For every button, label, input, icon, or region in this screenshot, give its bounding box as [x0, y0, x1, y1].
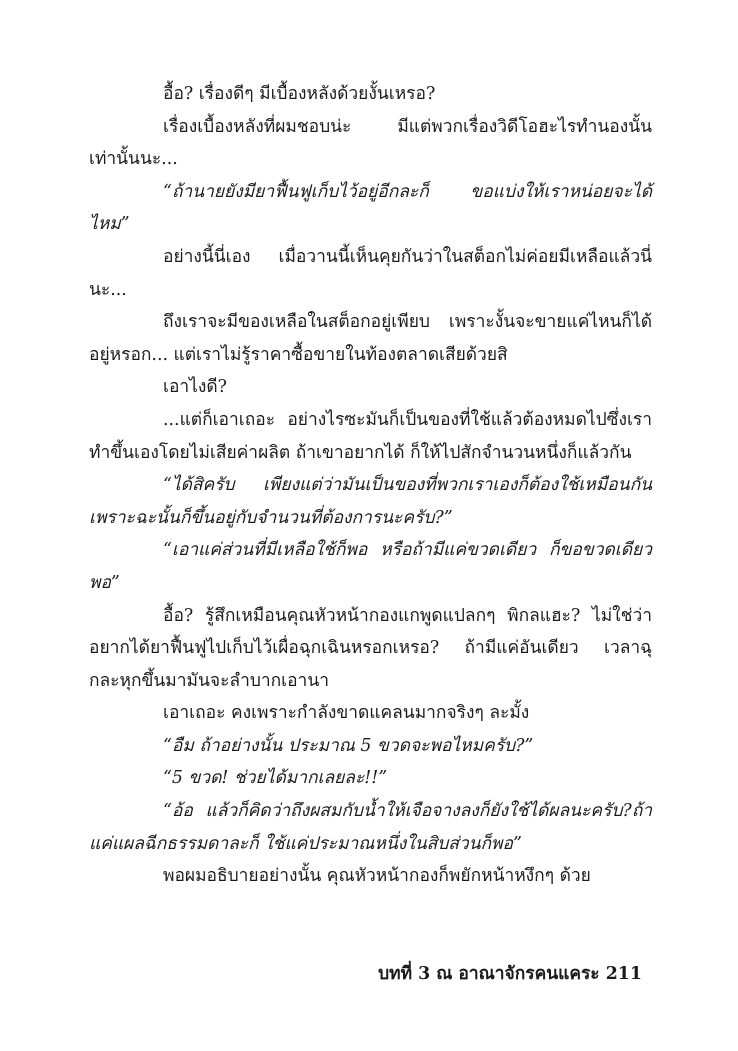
- paragraph: “5 ขวด! ช่วยได้มากเลยละ!!”: [163, 768, 388, 789]
- paragraph: อย่างนี้นี่เอง เมื่อวานนี้เห็นคุยกันว่าในสต็อกไม่ค่อยมีเหลือแล้วนี่นะ...: [89, 246, 652, 300]
- paragraph: อื้อ? เรื่องดีๆ มีเบื้องหลังด้วยงั้นเหรอ?: [163, 84, 436, 104]
- paragraph: เอาไงดี?: [163, 377, 228, 398]
- paragraph: เรื่องเบื้องหลังที่ผมชอบน่ะ มีแต่พวกเรื่องวิดีโอฮะไรทำนองนั้นเท่านั้นนะ...: [89, 116, 652, 170]
- paragraph: “ได้สิครับ เพียงแต่ว่ามันเป็นของที่พวกเราเองก็ต้องใช้เหมือนกันเพราะฉะนั้นก็ขึ้นอยู่กับจำนวนที่ต้องการนะครับ?”: [89, 475, 652, 528]
- running-footer: บทที่ 3 ณ อาณาจักรคนแคระ 211: [378, 964, 642, 984]
- paragraph: เอาเถอะ คงเพราะกำลังขาดแคลนมากจริงๆ ละมั้ง: [163, 703, 530, 724]
- body-text: [89, 78, 652, 893]
- paragraph: “อ้อ แล้วก็คิดว่าถึงผสมกับน้ำให้เจือจางลงก็ยังใช้ได้ผลนะครับ?ถ้าแค่แผลฉีกธรรมดาละก็ ใช้แค่ประมาณหนึ่งในสิบส่วนก็พอ”: [89, 801, 652, 854]
- paragraph: ...แต่ก็เอาเถอะ อย่างไรซะมันก็เป็นของที่ใช้แล้วต้องหมดไปซึ่งเราทำขึ้นเองโดยไม่เสียค่าผลิต ถ้าเขาอยากได้ ก็ให้ไปสักจำนวนหนึ่งก็แล้วกัน: [89, 409, 652, 463]
- paragraph: “อืม ถ้าอย่างนั้น ประมาณ 5 ขวดจะพอไหมครับ?”: [163, 735, 534, 756]
- paragraph: “ถ้านายยังมียาฟื้นฟูเก็บไว้อยู่อีกละก็ ขอแบ่งให้เราหน่อยจะได้ไหม”: [89, 181, 652, 235]
- paragraph: “เอาแค่ส่วนที่มีเหลือใช้ก็พอ หรือถ้ามีแค่ขวดเดียว ก็ขอขวดเดียวพอ”: [89, 540, 652, 593]
- paragraph: อื้อ? รู้สึกเหมือนคุณหัวหน้ากองแกพูดแปลกๆ พิกลแฮะ? ไม่ใช่ว่าอยากได้ยาฟื้นฟูไปเก็บไว้เผื่อฉุกเฉินหรอกเหรอ? ถ้ามีแค่อันเดียว เวลาฉุกละหุกขึ้นมามันจะลำบากเอานา: [89, 605, 652, 691]
- paragraph: ถึงเราจะมีของเหลือในสต็อกอยู่เพียบ เพราะงั้นจะขายแค่ไหนก็ได้อยู่หรอก... แต่เราไม่รู้ราคาซื้อขายในท้องตลาดเสียด้วยสิ: [89, 312, 652, 365]
- paragraph: พอผมอธิบายอย่างนั้น คุณหัวหน้ากองก็พยักหน้าหงึกๆ ด้วย: [163, 866, 591, 887]
